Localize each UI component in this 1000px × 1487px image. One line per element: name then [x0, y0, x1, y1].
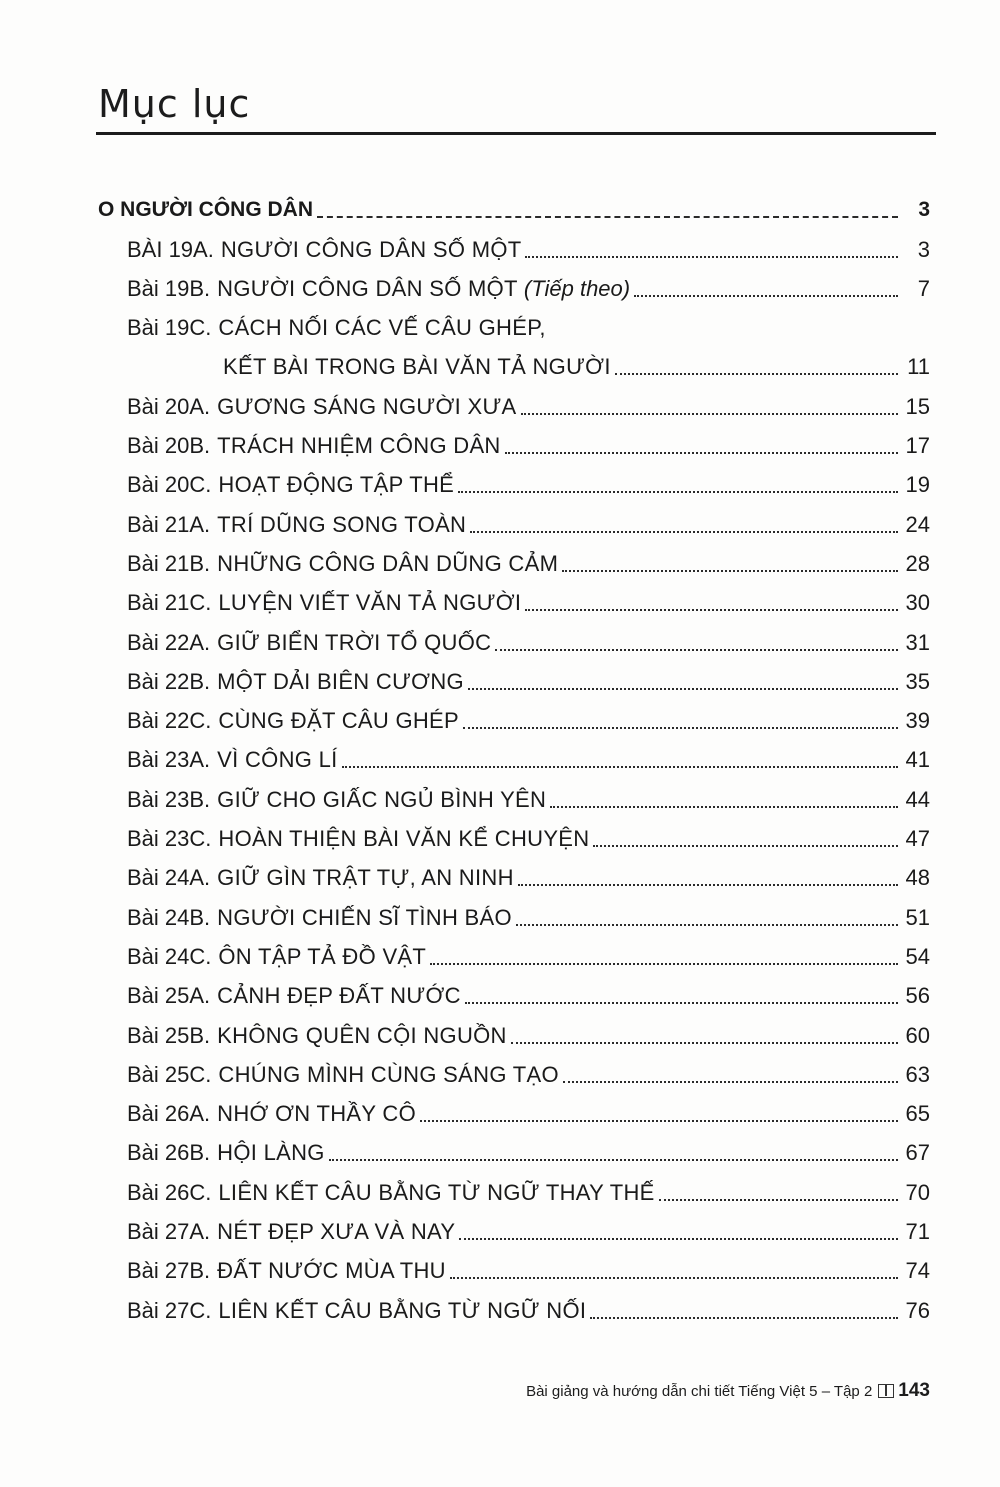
toc-entry[interactable] — [98, 970, 930, 1009]
toc-entry-title: TRÁCH NHIỆM CÔNG DÂN — [217, 433, 501, 459]
toc-entry-label — [127, 237, 521, 263]
toc-entry-page: 70 — [905, 1179, 930, 1205]
toc-entry-number: Bài 26B. — [127, 1140, 211, 1166]
toc-leader — [468, 688, 898, 690]
toc-entry-title: ÔN TẬP TẢ ĐỒ VẬT — [218, 943, 427, 969]
toc-leader — [459, 1238, 898, 1240]
toc-entry[interactable] — [98, 656, 930, 695]
toc-entry-label — [127, 708, 459, 734]
toc-entry-title: NHỚ ƠN THẦY CÔ — [217, 1101, 416, 1127]
toc-entry-page: 17 — [905, 433, 930, 459]
toc-entry-page: 35 — [905, 668, 930, 694]
toc-entry[interactable] — [98, 891, 930, 930]
toc-entry-subtitle: (Tiếp theo) — [523, 275, 631, 301]
toc-entry-label — [127, 512, 466, 538]
toc-entry-label — [127, 747, 338, 773]
toc-entry-page: 65 — [905, 1101, 930, 1127]
toc-entry-page: 28 — [905, 550, 930, 576]
toc-entry-label — [127, 590, 521, 616]
toc-leader — [634, 295, 898, 297]
toc-entry-number: Bài 21B. — [127, 550, 211, 576]
toc-entry-label — [127, 1140, 325, 1166]
toc-section-page: 3 — [918, 198, 930, 222]
toc-entry-page: 30 — [905, 590, 930, 616]
toc-entry-page: 11 — [907, 354, 930, 380]
toc-entry-number: Bài 27A. — [127, 1219, 211, 1245]
toc-leader — [659, 1199, 898, 1201]
toc-leader — [511, 1042, 898, 1044]
toc-entry-label — [127, 669, 464, 695]
toc-entry[interactable] — [98, 380, 930, 419]
toc-entry[interactable] — [98, 616, 930, 655]
toc-entry-number: Bài 22B. — [127, 668, 211, 694]
toc-entry-title: CẢNH ĐẸP ĐẤT NƯỚC — [217, 983, 461, 1009]
toc-entry-title: NÉT ĐẸP XƯA VÀ NAY — [217, 1219, 456, 1245]
toc-entry-page: 71 — [905, 1219, 930, 1245]
toc-entry-title: CHÚNG MÌNH CÙNG SÁNG TẠO — [218, 1061, 559, 1087]
toc-entry-number: BÀI 19A. — [127, 236, 214, 262]
toc-entry-label — [127, 1180, 655, 1206]
toc-entry[interactable] — [98, 1245, 930, 1284]
toc-leader — [550, 806, 898, 808]
toc-leader — [458, 491, 898, 493]
toc-entry-page: 41 — [905, 747, 930, 773]
toc-entry-title: MỘT DẢI BIÊN CƯƠNG — [217, 668, 464, 694]
toc-entry-label — [127, 472, 454, 498]
toc-entry-number: Bài 22C. — [127, 708, 212, 734]
toc-entry-label — [127, 276, 630, 302]
toc-entry-page: 39 — [905, 708, 930, 734]
toc-entry-title-line-2: KẾT BÀI TRONG BÀI VĂN TẢ NGƯỜI — [223, 354, 611, 380]
toc-leader — [470, 531, 898, 533]
toc-entry-page: 47 — [905, 826, 930, 852]
toc-entry-number: Bài 25B. — [127, 1022, 211, 1048]
toc-entry[interactable] — [98, 302, 930, 381]
toc-entry-page: 60 — [905, 1022, 930, 1048]
toc-leader — [450, 1277, 898, 1279]
toc-entry-page: 51 — [905, 904, 930, 930]
toc-entry-number: Bài 24A. — [127, 865, 211, 891]
table-of-contents — [98, 184, 930, 1324]
toc-entry-label — [127, 1298, 586, 1324]
toc-entry-label — [127, 1258, 446, 1284]
book-icon — [878, 1384, 894, 1398]
toc-entry[interactable] — [98, 1206, 930, 1245]
toc-leader — [463, 727, 898, 729]
toc-entry-number: Bài 25A. — [127, 983, 211, 1009]
toc-entry-number: Bài 22A. — [127, 629, 211, 655]
toc-entry-label — [127, 630, 491, 656]
toc-entry-title: HỘI LÀNG — [217, 1140, 325, 1166]
toc-leader — [329, 1159, 898, 1161]
toc-leader — [525, 609, 898, 611]
toc-entry[interactable] — [98, 773, 930, 812]
toc-entry-page: 7 — [917, 275, 930, 301]
toc-entry-title: NGƯỜI CÔNG DÂN SỐ MỘT — [217, 275, 518, 301]
toc-leader — [562, 570, 898, 572]
toc-leader — [563, 1081, 898, 1083]
toc-entry-title: NGƯỜI CHIẾN SĨ TÌNH BÁO — [217, 904, 512, 930]
toc-entry[interactable] — [98, 1049, 930, 1088]
toc-entry[interactable] — [98, 538, 930, 577]
toc-leader — [518, 884, 898, 886]
toc-entry-page: 76 — [905, 1297, 930, 1323]
toc-entry-label — [127, 944, 426, 970]
toc-entry-title: GIỮ GÌN TRẬT TỰ, AN NINH — [217, 865, 514, 891]
toc-entry-number: Bài 19C. — [127, 315, 212, 341]
toc-section-label: O NGƯỜI CÔNG DÂN — [98, 198, 314, 222]
toc-entry-label — [127, 315, 611, 380]
toc-entry-page: 19 — [905, 472, 930, 498]
toc-entry-page: 44 — [905, 786, 930, 812]
toc-leader — [317, 216, 898, 218]
toc-entry-page: 24 — [905, 511, 930, 537]
toc-entry-line-1 — [127, 315, 611, 341]
toc-entry[interactable] — [98, 1088, 930, 1127]
toc-leader — [593, 845, 898, 847]
toc-entry[interactable] — [98, 263, 930, 302]
toc-entry-label — [127, 983, 461, 1009]
toc-entry-number: Bài 25C. — [127, 1061, 212, 1087]
toc-entry-label — [127, 787, 546, 813]
toc-entry-label — [127, 1101, 416, 1127]
toc-entry-label — [127, 1219, 455, 1245]
toc-entry[interactable] — [98, 1284, 930, 1323]
toc-entry-title: LIÊN KẾT CÂU BẰNG TỪ NGỮ THAY THẾ — [218, 1179, 655, 1205]
toc-leader — [590, 1317, 898, 1319]
toc-entry-page: 48 — [905, 865, 930, 891]
page-footer — [526, 1380, 930, 1402]
toc-entry-number: Bài 23C. — [127, 826, 212, 852]
toc-entry-label — [127, 1023, 507, 1049]
toc-entry-title: CÙNG ĐẶT CÂU GHÉP — [218, 708, 460, 734]
toc-leader — [521, 413, 898, 415]
toc-entry[interactable] — [98, 577, 930, 616]
toc-entry-label — [127, 905, 512, 931]
toc-entry-title: ĐẤT NƯỚC MÙA THU — [217, 1258, 446, 1284]
toc-entry-number: Bài 24B. — [127, 904, 211, 930]
toc-entry-title: GIỮ CHO GIẤC NGỦ BÌNH YÊN — [217, 786, 547, 812]
toc-entry[interactable] — [98, 734, 930, 773]
title-divider — [96, 132, 936, 135]
toc-entry-label — [127, 433, 501, 459]
toc-entry-page: 15 — [905, 393, 930, 419]
toc-entry-label — [127, 865, 514, 891]
toc-entry[interactable] — [98, 223, 930, 262]
toc-entry-title: HOẠT ĐỘNG TẬP THỂ — [218, 472, 455, 498]
toc-entry[interactable] — [98, 852, 930, 891]
toc-leader — [495, 649, 898, 651]
toc-entry-number: Bài 24C. — [127, 943, 212, 969]
toc-entry-number: Bài 20B. — [127, 433, 211, 459]
toc-entry-title: KHÔNG QUÊN CỘI NGUỒN — [217, 1022, 507, 1048]
toc-entry-page: 74 — [905, 1258, 930, 1284]
toc-entry-title: LUYỆN VIẾT VĂN TẢ NGƯỜI — [218, 590, 522, 616]
toc-entry-number: Bài 23A. — [127, 747, 211, 773]
toc-entry[interactable] — [98, 1166, 930, 1205]
toc-leader — [615, 373, 898, 375]
toc-leader — [505, 452, 898, 454]
toc-entry-title: GIỮ BIỂN TRỜI TỔ QUỐC — [217, 629, 492, 655]
toc-entry-label — [127, 1062, 559, 1088]
footer-book-title: Bài giảng và hướng dẫn chi tiết Tiếng Việt 5 – Tập 2 — [526, 1382, 873, 1400]
toc-entry-number: Bài 20C. — [127, 472, 212, 498]
toc-entry[interactable] — [98, 695, 930, 734]
toc-entry-number: Bài 21A. — [127, 511, 211, 537]
footer-page-number: 143 — [898, 1380, 930, 1401]
toc-entry-title: NGƯỜI CÔNG DÂN SỐ MỘT — [220, 236, 522, 262]
toc-entry-title: VÌ CÔNG LÍ — [217, 747, 338, 773]
toc-entry-page: 56 — [905, 983, 930, 1009]
toc-entry-number: Bài 26A. — [127, 1101, 211, 1127]
toc-leader — [430, 963, 898, 965]
toc-entry[interactable] — [98, 498, 930, 537]
toc-entry[interactable] — [98, 1009, 930, 1048]
toc-entry-number: Bài 21C. — [127, 590, 212, 616]
toc-entry-title: HOÀN THIỆN BÀI VĂN KỂ CHUYỆN — [218, 826, 590, 852]
toc-entry-page: 63 — [905, 1061, 930, 1087]
toc-leader — [525, 256, 898, 258]
toc-entry-title: NHỮNG CÔNG DÂN DŨNG CẢM — [217, 550, 559, 576]
toc-entry-number: Bài 27C. — [127, 1297, 212, 1323]
toc-entry-title: GƯƠNG SÁNG NGƯỜI XƯA — [217, 393, 517, 419]
toc-entry-title: CÁCH NỐI CÁC VẾ CÂU GHÉP, — [218, 315, 546, 341]
toc-entry[interactable] — [98, 813, 930, 852]
page-title: Mục lục — [98, 82, 251, 126]
toc-entry[interactable] — [98, 1127, 930, 1166]
toc-entry-number: Bài 19B. — [127, 275, 211, 301]
toc-entry-number: Bài 20A. — [127, 393, 211, 419]
toc-leader — [420, 1120, 898, 1122]
toc-entry-page: 3 — [917, 236, 930, 262]
toc-entry-number: Bài 23B. — [127, 786, 211, 812]
toc-leader — [465, 1002, 898, 1004]
toc-entry-title: LIÊN KẾT CÂU BẰNG TỪ NGỮ NỐI — [218, 1297, 587, 1323]
toc-leader — [516, 924, 898, 926]
toc-entry-label — [127, 551, 558, 577]
toc-entry[interactable] — [98, 459, 930, 498]
toc-entry-label — [127, 826, 589, 852]
toc-entry-page: 67 — [905, 1140, 930, 1166]
toc-entry-page: 31 — [905, 629, 930, 655]
toc-entry-number: Bài 27B. — [127, 1258, 211, 1284]
toc-entry-number: Bài 26C. — [127, 1179, 212, 1205]
toc-entry[interactable] — [98, 931, 930, 970]
toc-entry-label — [127, 394, 517, 420]
toc-entry-page: 54 — [905, 943, 930, 969]
toc-section-row[interactable] — [98, 184, 930, 223]
toc-entry[interactable] — [98, 420, 930, 459]
toc-entry-title: TRÍ DŨNG SONG TOÀN — [217, 511, 467, 537]
toc-leader — [342, 766, 898, 768]
